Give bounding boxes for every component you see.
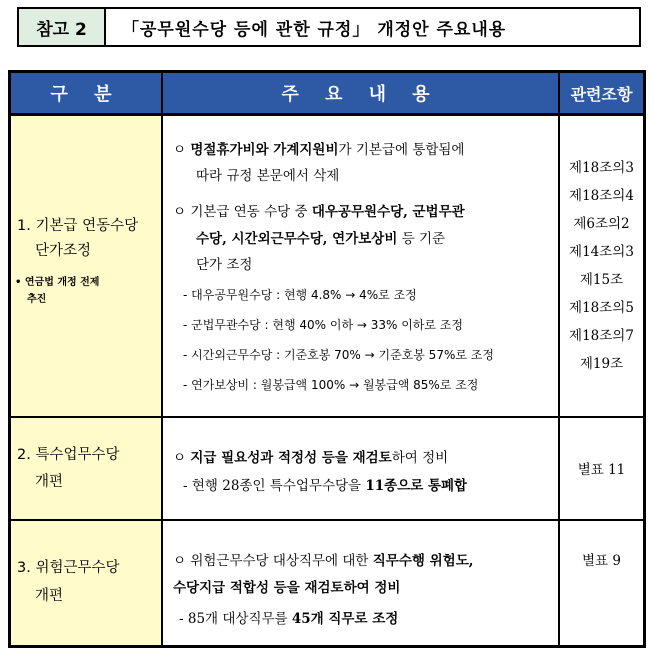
row1-ref-4: 제14조의3 [569, 244, 634, 260]
row1-content-line2: 따라 규정 본문에서 삭제 [196, 168, 340, 184]
row2-category-cell [11, 418, 161, 519]
row2-category-line1: 2. 특수업무수당 [17, 447, 120, 463]
header-divider [11, 114, 643, 116]
document-title: 「공무원수당 등에 관한 규정」 개정안 주요내용 [122, 19, 507, 40]
row1-content-line6: - 대우공무원수당 : 현행 4.8% → 4%로 조정 [183, 288, 417, 302]
row2-references-cell [560, 418, 643, 519]
row1-ref-8: 제19조 [579, 356, 624, 372]
row1-ref-1: 제18조의3 [569, 160, 634, 176]
row1-category-line2: 단가조정 [35, 243, 92, 259]
title-tag: 참고 2 [19, 9, 106, 45]
column-divider-1 [161, 73, 163, 645]
row1-content-line5: 단가 조정 [196, 257, 253, 273]
row-divider-1 [11, 416, 643, 418]
row1-category-cell [11, 116, 161, 416]
row2-ref-1: 별표 11 [577, 462, 626, 478]
header-category: 구 분 [11, 73, 161, 114]
row3-ref-1: 별표 9 [582, 553, 621, 569]
row1-category-line1: 1. 기본급 연동수당 [17, 218, 139, 234]
header-references: 관련조항 [560, 73, 643, 114]
row3-content-line2: 수당지급 적합성 등을 재검토하여 정비 [173, 580, 401, 596]
row2-content-cell [163, 418, 558, 519]
row1-content-cell [163, 116, 558, 416]
row1-ref-6: 제18조의5 [569, 300, 634, 316]
row3-category-line2: 개편 [35, 588, 64, 604]
row3-content-cell [163, 521, 558, 645]
title-bar [17, 7, 641, 47]
row3-references-cell [560, 521, 643, 645]
row2-category-line2: 개편 [35, 474, 64, 490]
column-divider-2 [558, 73, 560, 645]
summary-table [8, 70, 646, 648]
row1-content-line8: - 시간외근무수당 : 기준호봉 70% → 기준호봉 57%로 조정 [183, 348, 494, 362]
row3-content-line1: ㅇ 위험근무수당 대상직무에 대한 직무수행 위험도, [173, 553, 474, 569]
row1-note-line1: • 연금법 개정 전제 [15, 277, 100, 288]
row1-ref-3: 제6조의2 [573, 216, 630, 232]
row3-category-cell [11, 521, 161, 645]
row1-ref-2: 제18조의4 [569, 188, 634, 204]
header-content: 주 요 내 용 [163, 73, 558, 114]
row2-content-line1: ㅇ 지급 필요성과 적정성 등을 재검토하여 정비 [173, 450, 449, 466]
row1-content-line3: ㅇ 기본급 연동 수당 중 대우공무원수당, 군법무관 [173, 204, 465, 220]
row1-content-line1: ㅇ 명절휴가비와 가계지원비가 기본급에 통합됨에 [173, 142, 465, 158]
row1-ref-5: 제15조 [579, 272, 624, 288]
row-divider-2 [11, 519, 643, 521]
row3-category-line1: 3. 위험근무수당 [17, 560, 120, 576]
row2-content-line2: - 현행 28종인 특수업무수당을 11종으로 통폐합 [183, 478, 468, 494]
row3-content-line3: - 85개 대상직무를 45개 직무로 조정 [179, 611, 399, 627]
row1-content-line7: - 군법무관수당 : 현행 40% 이하 → 33% 이하로 조정 [183, 318, 463, 332]
row1-content-line9: - 연가보상비 : 월봉급액 100% → 월봉급액 85%로 조정 [183, 378, 479, 392]
row1-note-line2: 추진 [27, 294, 47, 305]
row1-content-line4: 수당, 시간외근무수당, 연가보상비 등 기준 [196, 231, 446, 247]
row1-ref-7: 제18조의7 [569, 328, 634, 344]
row1-references-cell [560, 116, 643, 416]
